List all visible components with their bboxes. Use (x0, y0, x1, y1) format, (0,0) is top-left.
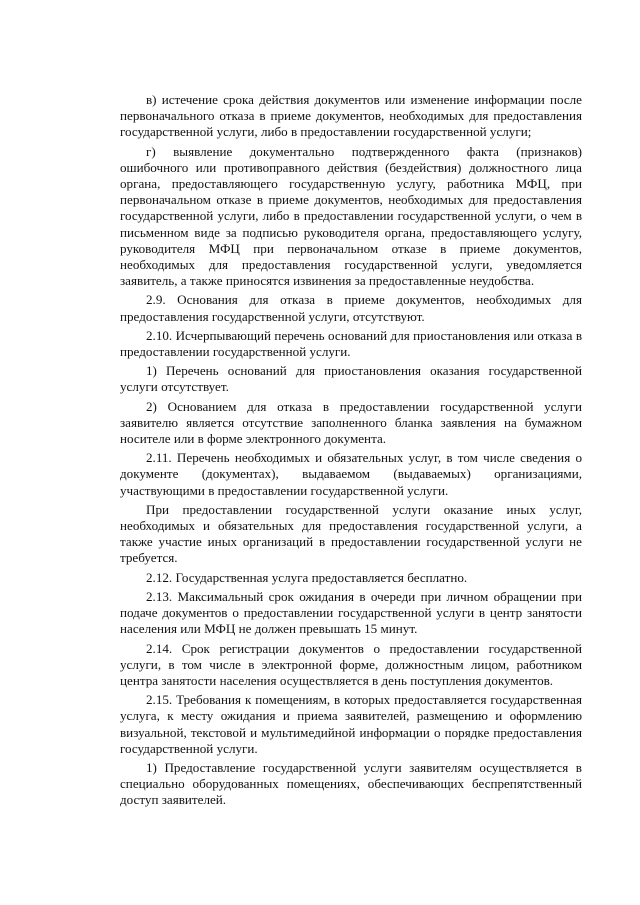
paragraph-2-13: 2.13. Максимальный срок ожидания в очереди при личном обращении при подаче документов о предоставлении государственной услуги в центр занятости населения или МФЦ не должен превышать 15 минут. (120, 588, 582, 637)
paragraph-2-10: 2.10. Исчерпывающий перечень оснований для приостановления или отказа в предоставлении государственной услуги. (120, 327, 582, 360)
paragraph-2-12: 2.12. Государственная услуга предоставляется бесплатно. (146, 569, 468, 585)
paragraph-2-11: 2.11. Перечень необходимых и обязательных услуг, в том числе сведения о документе (документах), выдаваемом (выдаваемых) организациями, участвующими в предоставлении государственной услуги. (120, 450, 582, 498)
paragraph-2-10-item-1: 1) Перечень оснований для приостановления оказания государственной услуги отсутствует. (120, 363, 582, 395)
paragraph-2-10-item-2: 2) Основанием для отказа в предоставлении государственной услуги заявителю является отсутствие заполненного бланка заявления на бумажном носителе или в форме электронного документа. (120, 398, 582, 447)
paragraph-item-g: г) выявление документально подтвержденного факта (признаков) ошибочного или противоправного действия (бездействия) должностного лица органа, предоставляющего государственную услугу, работника МФЦ, при первоначальном отказе в приеме документов, необходимых для предоставления государственной услуги, либо в предоставлении государственной услуги, о чем в письменном виде за подписью руководителя органа, предоставляющего услугу, руководителя МФЦ при первоначальном отказе в приеме документов, необходимых для предоставления государственной услуги, уведомляется заявитель, а также приносятся извинения за предоставленные неудобства. (120, 143, 582, 289)
paragraph-2-15: 2.15. Требования к помещениям, в которых предоставляется государственная услуга, к месту ожидания и приема заявителей, размещению и оформлению визуальной, текстовой и мультимедийной информации о порядке предоставления государственной услуги. (120, 692, 582, 756)
document-body (120, 92, 582, 812)
paragraph-2-15-item-1: 1) Предоставление государственной услуги заявителям осуществляется в специально оборудованных помещениях, обеспечивающих беспрепятственный доступ заявителей. (120, 759, 582, 808)
paragraph-item-v: в) истечение срока действия документов или изменение информации после первоначального отказа в приеме документов, необходимых для предоставления государственной услуги, либо в предоставлении государственной услуги; (120, 92, 582, 140)
paragraph-2-14: 2.14. Срок регистрации документов о предоставлении государственной услуги, в том числе в электронной форме, должностным лицом, работником центра занятости населения осуществляется в день поступления документов. (120, 640, 582, 688)
paragraph-2-11-note: При предоставлении государственной услуги оказание иных услуг, необходимых и обязательных для предоставления государственной услуги, а также участие иных организаций в предоставлении государственной услуги не требуется. (120, 501, 582, 566)
paragraph-2-9: 2.9. Основания для отказа в приеме документов, необходимых для предоставления государственной услуги, отсутствуют. (120, 292, 582, 324)
